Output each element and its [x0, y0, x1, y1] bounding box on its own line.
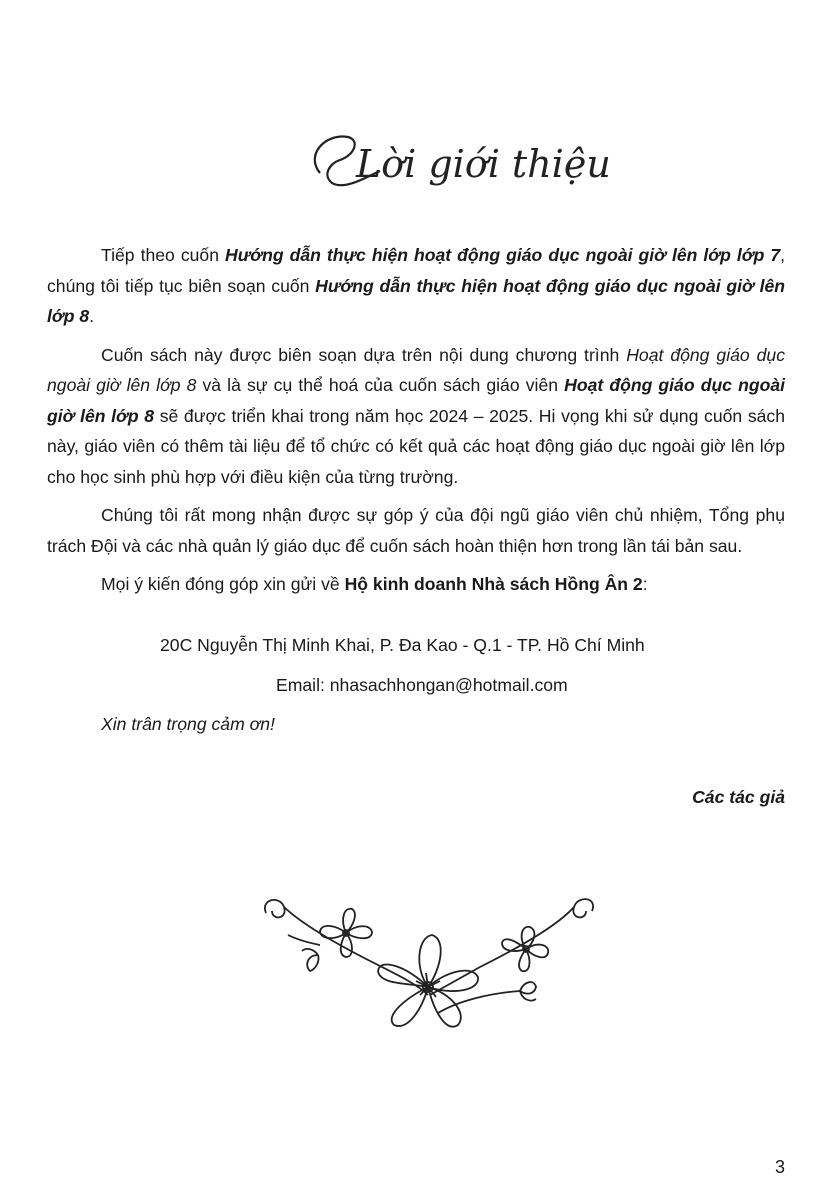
contact-line	[47, 569, 785, 600]
signature: Các tác giả	[692, 787, 785, 807]
contact-intro: Mọi ý kiến đóng góp xin gửi về	[101, 574, 345, 594]
floral-ornament-icon	[258, 895, 600, 1055]
page-number: 3	[774, 1157, 785, 1177]
p2-text-1: Cuốn sách này được biên soạn dựa trên nội dung chương trình	[101, 344, 627, 365]
p1-text-2: , chúng tôi tiếp tục biên soạn cuốn	[47, 245, 785, 296]
body-text	[47, 240, 785, 608]
address: 20C Nguyễn Thị Minh Khai, P. Đa Kao - Q.1 - TP. Hồ Chí Minh	[160, 635, 645, 655]
email: Email: nhasachhongan@hotmail.com	[276, 675, 568, 695]
p1-text-1: Tiếp theo cuốn	[101, 245, 225, 265]
title-script	[300, 115, 611, 205]
center-flower	[378, 935, 478, 1027]
thanks-line: Xin trân trọng cảm ơn!	[101, 714, 275, 734]
p2-teacher-book-title: Hoạt động giáo dục ngoài giờ lên lớp 8	[47, 375, 785, 426]
left-bud	[302, 949, 319, 971]
paragraph-3: Chúng tôi rất mong nhận được sự góp ý của đội ngũ giáo viên chủ nhiệm, Tổng phụ trách Đội và các nhà quản lý giáo dục để cuốn sách hoàn thiện hơn trong lần tái bản sau.	[47, 505, 785, 556]
p1-book-title-7: Hướng dẫn thực hiện hoạt động giáo dục ngoài giờ lên lớp lớp 7	[225, 245, 781, 265]
left-vine-branch	[288, 935, 320, 945]
right-bud	[520, 982, 536, 1001]
right-lower-vine	[438, 991, 520, 1013]
p1-period: .	[89, 306, 95, 326]
right-swirl	[573, 899, 593, 917]
p1-book-title-8: Hướng dẫn thực hiện hoạt động giáo dục ngoài giờ lên lớp 8	[47, 275, 785, 326]
paragraph-1	[47, 240, 785, 332]
p2-text-2: và là sự cụ thể hoá của cuốn sách giáo viên	[196, 375, 565, 395]
title-text: Lời giới thiệu	[356, 142, 611, 186]
paragraph-2	[47, 340, 785, 493]
p2-text-3: sẽ được triển khai trong năm học 2024 – 2025. Hi vọng khi sử dụng cuốn sách này, giáo viên có thêm tài liệu để tổ chức có kết quả các hoạt động giáo dục ngoài giờ lên lớp cho học sinh phù hợp với điều kiện của từng trường.	[47, 405, 785, 487]
right-vine	[430, 907, 574, 995]
left-swirl	[265, 900, 285, 918]
left-vine	[284, 907, 428, 995]
left-flower	[320, 909, 372, 957]
contact-colon: :	[642, 574, 648, 594]
publisher-name: Hộ kinh doanh Nhà sách Hồng Ân 2	[344, 574, 643, 594]
p2-program-title: Hoạt động giáo dục ngoài giờ lên lớp 8	[47, 344, 785, 395]
page-title	[300, 115, 611, 205]
